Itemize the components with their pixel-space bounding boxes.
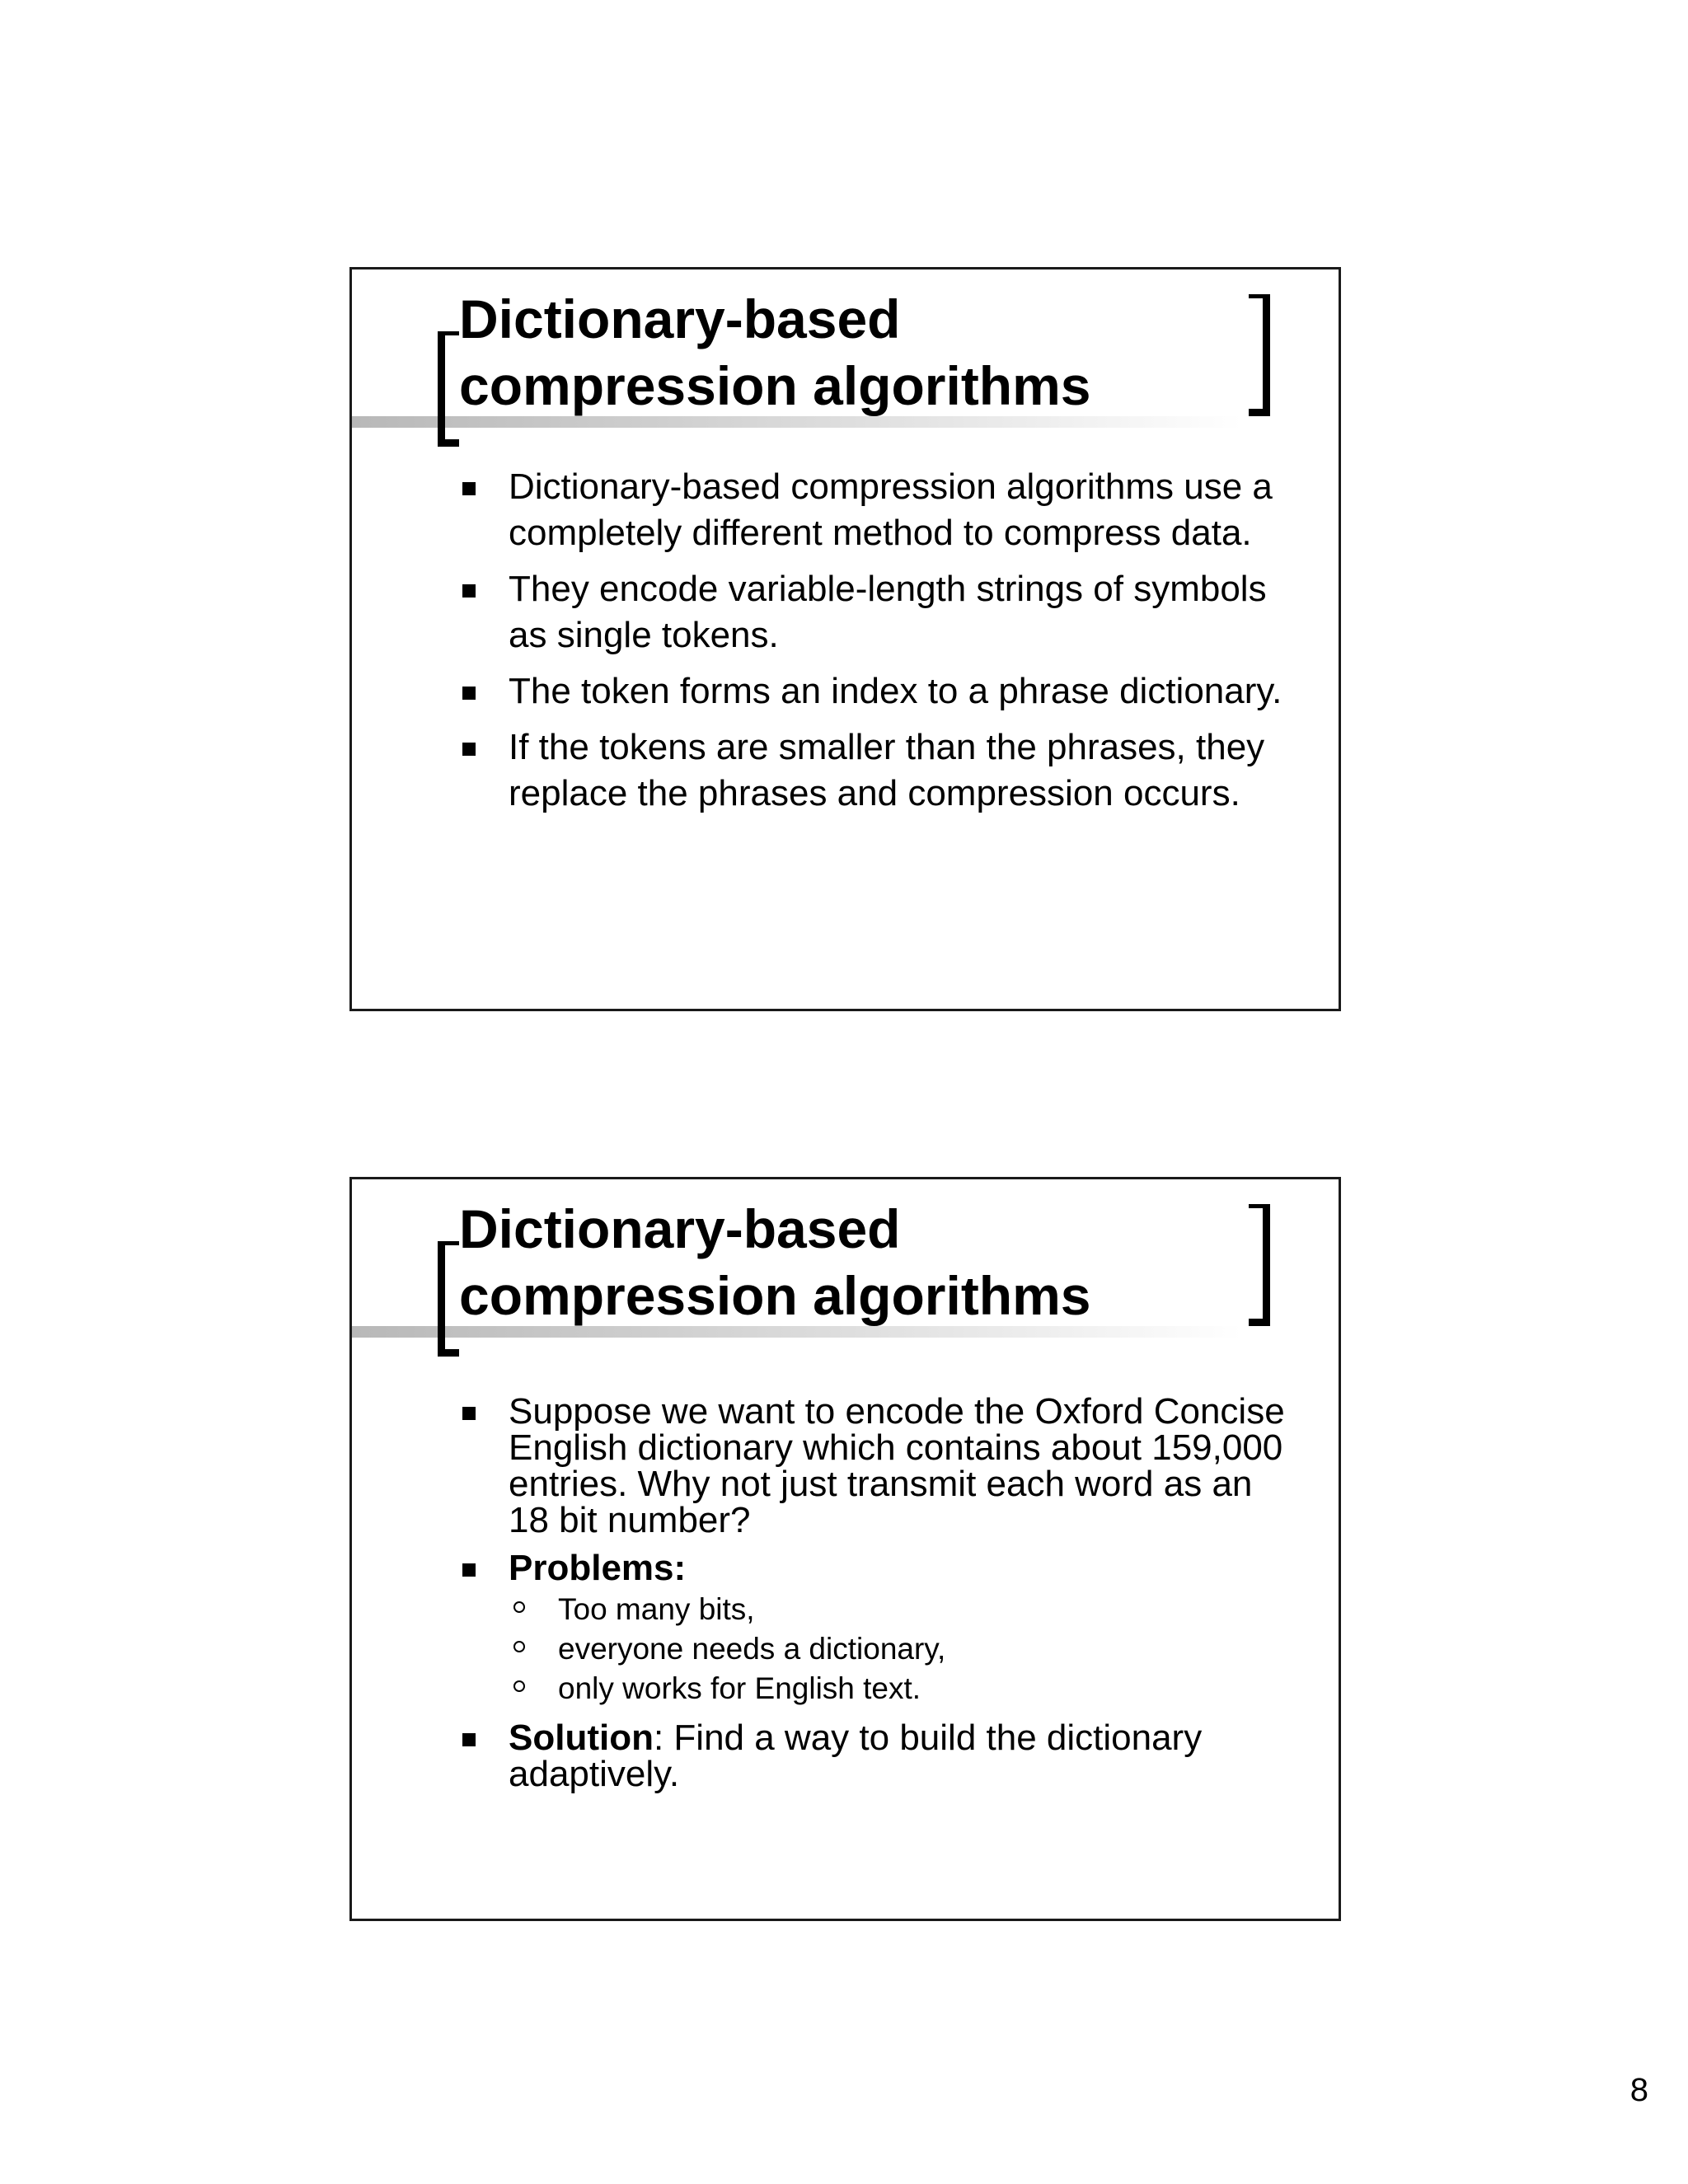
title-line-1: Dictionary-based [459,1198,901,1259]
circle-bullet-icon [513,1680,525,1692]
bullet-item [459,464,1283,556]
solution-label: Solution [509,1718,654,1758]
solution-text: : Find a way to build the dictionary adaptively. [509,1718,1203,1794]
sub-bullet-list [509,1590,1292,1708]
right-bracket-decoration [1249,1204,1270,1326]
title-line-2: compression algorithms [459,355,1091,416]
bullet-item [459,724,1283,817]
bullet-text: They encode variable-length strings of symbols as single tokens. [509,569,1267,655]
sub-bullet-text: Too many bits, [558,1592,755,1626]
square-bullet-icon [462,1733,476,1746]
bullet-item [459,1720,1292,1793]
square-bullet-icon [462,743,476,756]
title-line-2: compression algorithms [459,1265,1091,1326]
bullet-item [459,668,1283,715]
bullet-text: The token forms an index to a phrase dictionary. [509,671,1282,711]
sub-bullet-item [509,1629,1292,1669]
left-bracket-decoration [438,331,459,447]
bullet-text: Dictionary-based compression algorithms use a completely different method to compress data. [509,466,1273,553]
slide-title [459,286,1091,419]
page-number: 8 [1629,2072,1648,2108]
sub-bullet-text: only works for English text. [558,1671,921,1705]
sub-bullet-text: everyone needs a dictionary, [558,1632,946,1666]
bullet-item [459,1550,1292,1708]
circle-bullet-icon [513,1641,525,1652]
circle-bullet-icon [513,1601,525,1613]
square-bullet-icon [462,482,476,495]
bullet-item [459,1391,1292,1540]
title-line-1: Dictionary-based [459,288,901,349]
bullet-text: If the tokens are smaller than the phrases, they replace the phrases and compression occurs. [509,727,1265,813]
square-bullet-icon [462,1563,476,1577]
slide-1 [349,267,1341,1011]
slide-2 [349,1177,1341,1921]
sub-bullet-item [509,1590,1292,1629]
square-bullet-icon [462,687,476,700]
slide-title [459,1196,1091,1329]
bullet-list [459,1391,1292,1804]
right-bracket-decoration [1249,294,1270,416]
left-bracket-decoration [438,1241,459,1357]
sub-bullet-item [509,1669,1292,1708]
square-bullet-icon [462,584,476,598]
problems-label: Problems: [509,1548,687,1588]
bullet-list [459,464,1283,827]
bullet-text: Suppose we want to encode the Oxford Concise English dictionary which contains about 159,000 entries. Why not just transmit each word as an 18 bit number? [509,1391,1285,1540]
square-bullet-icon [462,1407,476,1420]
bullet-item [459,566,1283,658]
